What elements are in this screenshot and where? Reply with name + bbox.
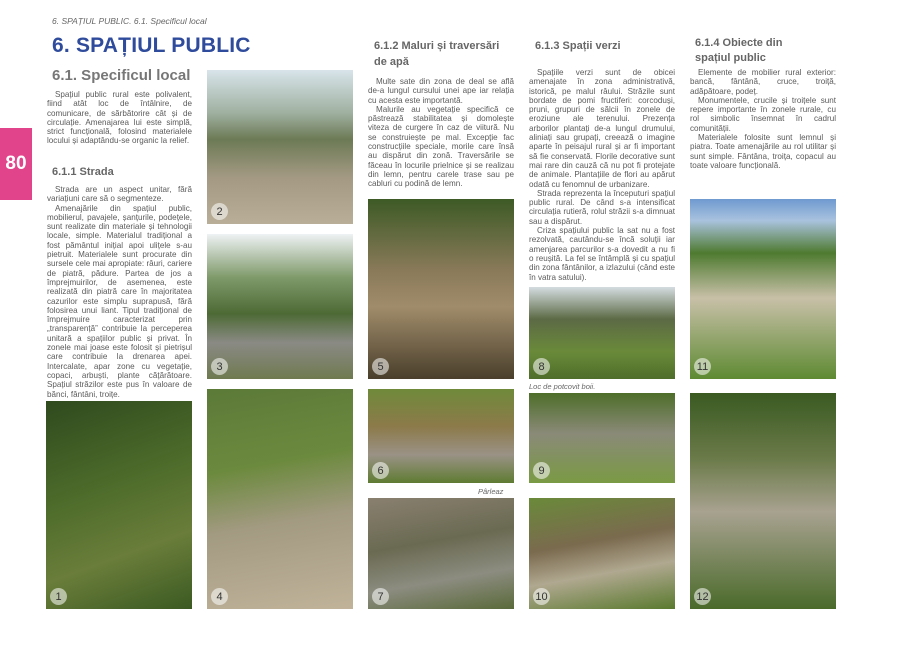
- page-number: 80: [5, 153, 27, 174]
- photo-number: 9: [533, 462, 550, 479]
- photo-wooden-fence: [529, 393, 675, 483]
- photo-number: 5: [372, 358, 389, 375]
- photo-number: 8: [533, 358, 550, 375]
- caption-parleaz: Pârleaz: [478, 487, 504, 496]
- photo-fountain: [529, 498, 675, 609]
- photo-number: 11: [694, 358, 711, 375]
- paragraph: Multe sate din zona de deal se află de-a lungul cursului unei ape iar relația cu acesta este importantă.: [368, 77, 514, 105]
- paragraph: Criza spațiului public la sat nu a fost rezolvată, cautându-se încă soluții iar amenjarea parcurilor s-a dovedit a nu fi o reușită. La fel se întâmplă și cu spațiul din zona fântânilor, a izlazului (când este în vatra satului).: [529, 226, 675, 282]
- paragraph: Spațiile verzi sunt de obicei amenajate în zona administrativă, istorică, pe malul râului. Străzile sunt bordate de pomi fructiferi: corcoduși, pruni, grupuri de sălcii în zonele de eroziune ale terenului. Prezența arborilor plantați de-a lungul drumului, aliniați sau grupați, creează o imagine aparte în peisajul rural și ar fi important să fie conservată. Florile decorative sunt mai rare din cauză că nu pot fi protejate de animale. Plantațiile de flori au apărut odată cu fenomnul de urbanizare.: [529, 68, 675, 189]
- page-number-tab: [0, 128, 32, 200]
- heading-maluri: 6.1.2 Maluri și traversări de apă: [374, 40, 500, 68]
- strada-text: [47, 185, 192, 399]
- photo-number: 6: [372, 462, 389, 479]
- paragraph: Malurile au vegetație specifică ce păstrează stabilitatea și domolește viteza de curgere în caz de viitură. Nu se construiește pe mal. Excepție fac construcțiile speciale, morile care însă au dispărut din zonă. Traversările se făceau în locurile prielnice și se realizau din lemn, pentru carele trase sau pe cabluri cu podină de lemn.: [368, 104, 514, 189]
- photo-wooden-bridge: [368, 199, 514, 379]
- photo-street-vegetation: [46, 401, 192, 609]
- heading-spatii-verzi: 6.1.3 Spații verzi: [535, 40, 621, 52]
- maluri-text: [368, 77, 514, 189]
- intro-paragraph: Spațiul public rural este polivalent, fiind atât loc de întâlnire, de comunicare, de sărbătorire cât și de circulație. Amenajarea lui este simplă, strict funcțională, folosind materialele locului și adaptându-se organic la relief.: [47, 90, 192, 146]
- caption-potcovit: Loc de potcovit boii.: [529, 382, 596, 391]
- paragraph: Monumentele, crucile și troițele sunt repere importante în zonele rurale, cu rol simbolic însemnat în cadrul comunității.: [690, 95, 836, 133]
- photo-number: 1: [50, 588, 67, 605]
- photo-village-road: [207, 70, 353, 224]
- photo-number: 4: [211, 588, 228, 605]
- photo-shoeing-frame: [529, 287, 675, 379]
- photo-dirt-road: [207, 389, 353, 609]
- intro-text: [47, 90, 192, 146]
- running-header: 6. SPAȚIUL PUBLIC. 6.1. Specificul local: [52, 16, 207, 26]
- photo-number: 3: [211, 358, 228, 375]
- heading-strada: 6.1.1 Strada: [52, 166, 114, 178]
- page-title: 6. SPAȚIUL PUBLIC: [52, 34, 251, 57]
- paragraph: Strada reprezenta la începuturi spațiul public rural. De când s-a intensificat circulația rutieră, rolul străzii s-a dimnuat sau a dispărut.: [529, 188, 675, 226]
- paragraph: Amenajările din spațiul public, mobilierul, pavajele, șanțurile, podețele, sunt realizate din materiale și tehnologii locale, simple. Materialul tradițional a fost pământul inițial apoi ulițele s-au pietruit. Materialele sunt procurate din sursele cele mai apropiate: râuri, cariere de piatră, pădure. Partea de jos a împrejmuirilor, de asemenea, este realizată din piatră care în majoritatea cazurilor este simplu suprapusă, fără folosirea unui liant. Tipul tradițional de împrejmuire caracterizat prin „transparență” contribuie la perceperea unitară a spațiilor public și privat. În zonele mai joase este folosit și pietrișul care contribuie la drenarea apei. Intercalate, apar zone cu vegetație, copaci, arbuști, plante cățărătoare. Spațiul străzilor este pus în valoare de bănci, fântâni, troițe.: [47, 203, 192, 399]
- paragraph: Materialele folosite sunt lemnul și piatra. Toate amenajările au rol utilitar și sunt simple. Fântâna, troița, copacul au toate valoare funcțională.: [690, 133, 836, 170]
- photo-number: 10: [533, 588, 550, 605]
- spatii-verzi-text: [529, 68, 675, 282]
- photo-fence-stile: [368, 389, 514, 483]
- photo-number: 2: [211, 203, 228, 220]
- section-subtitle: 6.1. Specificul local: [52, 67, 191, 84]
- photo-stone-cross: [690, 199, 836, 379]
- obiecte-text: [690, 68, 836, 170]
- photo-asphalt-street: [207, 234, 353, 379]
- photo-cable-bridge: [368, 498, 514, 609]
- photo-number: 7: [372, 588, 389, 605]
- heading-obiecte: 6.1.4 Obiecte din spațiul public: [695, 37, 783, 64]
- paragraph: Elemente de mobilier rural exterior: bancă, fântână, cruce, troiță, adăpătoare, podeț.: [690, 68, 836, 96]
- photo-carved-stone-cross: [690, 393, 836, 609]
- paragraph: Strada are un aspect unitar, fără variațiuni care să o segmenteze.: [47, 185, 192, 204]
- photo-number: 12: [694, 588, 711, 605]
